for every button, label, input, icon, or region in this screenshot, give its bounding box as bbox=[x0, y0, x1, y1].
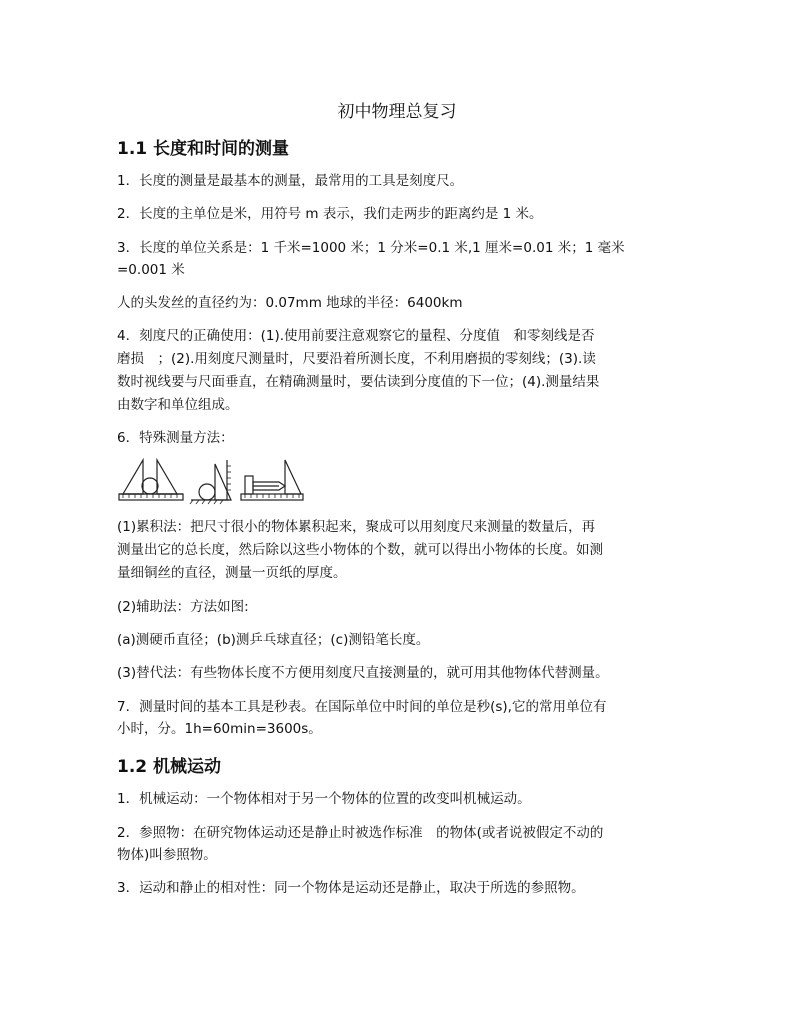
paragraph-line: 3．长度的单位关系是：1 千米=1000 米；1 分米=0.1 米,1 厘米=0.01 米；1 毫米 bbox=[117, 240, 625, 256]
document-title: 初中物理总复习 bbox=[337, 102, 457, 122]
paragraph-line: 4．刻度尺的正确使用：(1).使用前要注意观察它的量程、分度值 和零刻线是否 bbox=[117, 328, 595, 344]
paragraph: 6．特殊测量方法： bbox=[117, 430, 234, 446]
paragraph-line: 2．参照物：在研究物体运动还是静止时被选作标准 的物体(或者说被假定不动的 bbox=[117, 825, 604, 841]
section-heading-1-1: 1.1 长度和时间的测量 bbox=[117, 139, 290, 159]
paragraph-line: 数时视线要与尺面垂直，在精确测量时，要估读到分度值的下一位；(4).测量结果 bbox=[117, 374, 600, 390]
paragraph: 3．运动和静止的相对性：同一个物体是运动还是静止，取决于所选的参照物。 bbox=[117, 880, 585, 896]
paragraph-line: 小时，分。1h=60min=3600s。 bbox=[117, 721, 322, 737]
paragraph: (a)测硬币直径；(b)测乒乓球直径；(c)测铅笔长度。 bbox=[117, 632, 430, 648]
paragraph-line: 7．测量时间的基本工具是秒表。在国际单位中时间的单位是秒(s),它的常用单位有 bbox=[117, 699, 607, 715]
paragraph-line: 物体)叫参照物。 bbox=[117, 847, 217, 863]
paragraph: 人的头发丝的直径约为：0.07mm 地球的半径：6400km bbox=[117, 295, 463, 311]
paragraph-line: 测量出它的总长度，然后除以这些小物体的个数，就可以得出小物体的长度。如测 bbox=[117, 542, 603, 558]
measurement-methods-figure bbox=[117, 456, 307, 506]
paragraph-line: (1)累积法：把尺寸很小的物体累积起来，聚成可以用刻度尺来测量的数量后，再 bbox=[117, 519, 596, 535]
paragraph-line: 量细铜丝的直径，测量一页纸的厚度。 bbox=[117, 565, 347, 581]
paragraph-line: 磨损 ；(2).用刻度尺测量时，尺要沿着所测长度，不利用磨损的零刻线；(3).读 bbox=[117, 351, 596, 367]
paragraph: (2)辅助法：方法如图: bbox=[117, 599, 249, 615]
paragraph: 1．长度的测量是最基本的测量，最常用的工具是刻度尺。 bbox=[117, 173, 464, 189]
paragraph-line: =0.001 米 bbox=[117, 262, 185, 278]
paragraph: 1．机械运动：一个物体相对于另一个物体的位置的改变叫机械运动。 bbox=[117, 791, 531, 807]
paragraph: 2．长度的主单位是米，用符号 m 表示，我们走两步的距离约是 1 米。 bbox=[117, 206, 543, 222]
section-heading-1-2: 1.2 机械运动 bbox=[117, 757, 222, 777]
paragraph-line: 由数字和单位组成。 bbox=[117, 397, 239, 413]
paragraph: (3)替代法：有些物体长度不方便用刻度尺直接测量的，就可用其他物体代替测量。 bbox=[117, 665, 609, 681]
